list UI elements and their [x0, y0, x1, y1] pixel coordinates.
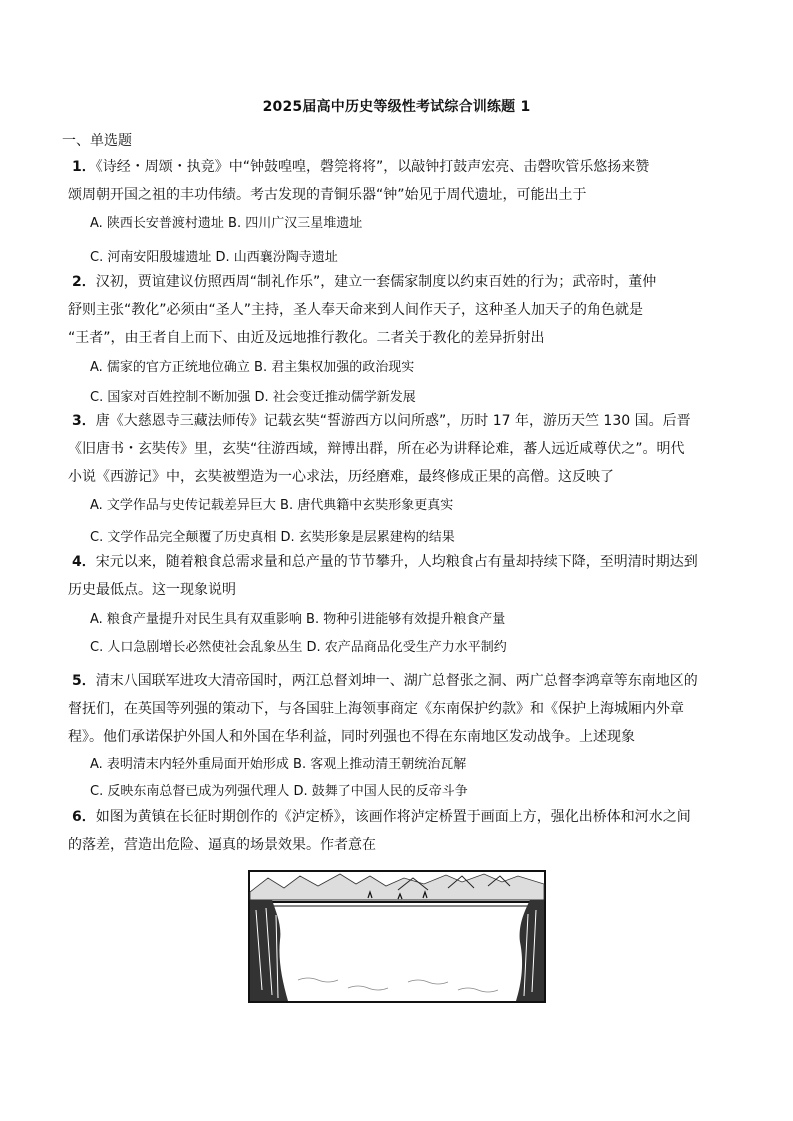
question-line: 6．如图为黄镇在长征时期创作的《泸定桥》，该画作将泸定桥置于画面上方，强化出桥体和河水之间	[72, 809, 691, 825]
page-title: 2025届高中历史等级性考试综合训练题 1	[262, 99, 531, 115]
question-5	[68, 667, 732, 751]
question-line: 历史最低点。这一现象说明	[68, 582, 236, 598]
question-3-options-cd: C. 文学作品完全颠覆了历史真相 D. 玄奘形象是层累建构的结果	[90, 530, 455, 545]
question-5-options-ab: A. 表明清末内轻外重局面开始形成 B. 客观上推动清王朝统治瓦解	[90, 757, 467, 772]
question-number: 2．	[72, 274, 96, 290]
question-number: 6．	[72, 809, 96, 825]
question-5-options-cd: C. 反映东南总督已成为列强代理人 D. 鼓舞了中国人民的反帝斗争	[90, 784, 468, 799]
question-number: 4．	[72, 554, 96, 570]
question-6	[68, 803, 732, 859]
question-2	[68, 268, 732, 352]
question-line: 4．宋元以来，随着粮食总需求量和总产量的节节攀升，人均粮食占有量却持续下降，至明清时期达到	[72, 554, 698, 570]
question-1	[68, 153, 732, 209]
question-3	[68, 407, 732, 491]
question-line: 3．唐《大慈恩寺三藏法师传》记载玄奘“誓游西方以问所惑”，历时 17 年，游历天竺 130 国。后晋	[72, 413, 691, 429]
question-line: 1．《诗经・周颂・执竞》中“钟鼓喤喤，磬筦将将”，以敲钟打鼓声宏亮、击磬吹管乐悠扬来赞	[72, 159, 650, 175]
question-2-options-ab: A. 儒家的官方正统地位确立 B. 君主集权加强的政治现实	[90, 360, 415, 375]
section-heading: 一、单选题	[62, 133, 132, 149]
question-line: 程》。他们承诺保护外国人和外国在华利益，同时列强也不得在东南地区发动战争。上述现象	[68, 729, 635, 745]
question-line: 舒则主张“教化”必须由“圣人”主持，圣人奉天命来到人间作天子，这种圣人加天子的角色就是	[68, 302, 644, 318]
luding-bridge-illustration	[248, 870, 546, 1003]
question-2-options-cd: C. 国家对百姓控制不断加强 D. 社会变迁推动儒学新发展	[90, 390, 416, 405]
question-4-options-cd: C. 人口急剧增长必然使社会乱象丛生 D. 农产品商品化受生产力水平制约	[90, 640, 507, 655]
question-line: 督抚们，在英国等列强的策动下，与各国驻上海领事商定《东南保护约款》和《保护上海城厢内外章	[68, 701, 684, 717]
question-line: “王者”，由王者自上而下、由近及远地推行教化。二者关于教化的差异折射出	[68, 330, 545, 346]
question-line: 颂周朝开国之祖的丰功伟绩。考古发现的青铜乐器“钟”始见于周代遗址，可能出土于	[68, 187, 587, 203]
question-number: 3．	[72, 413, 96, 429]
question-1-options-ab: A. 陕西长安普渡村遗址 B. 四川广汉三星堆遗址	[90, 216, 363, 231]
question-number: 5．	[72, 673, 96, 689]
question-line: 的落差，营造出危险、逼真的场景效果。作者意在	[68, 837, 376, 853]
question-3-options-ab: A. 文学作品与史传记载差异巨大 B. 唐代典籍中玄奘形象更真实	[90, 498, 454, 513]
question-4-options-ab: A. 粮食产量提升对民生具有双重影响 B. 物种引进能够有效提升粮食产量	[90, 612, 506, 627]
question-1-options-cd: C. 河南安阳殷墟遗址 D. 山西襄汾陶寺遗址	[90, 250, 338, 265]
question-line: 小说《西游记》中，玄奘被塑造为一心求法，历经磨难，最终修成正果的高僧。这反映了	[68, 469, 614, 485]
question-line: 5．清末八国联军进攻大清帝国时，两江总督刘坤一、湖广总督张之洞、两广总督李鸿章等东南地区的	[72, 673, 698, 689]
question-4	[68, 548, 732, 604]
question-number: 1．	[72, 159, 96, 175]
question-line: 2．汉初，贾谊建议仿照西周“制礼作乐”，建立一套儒家制度以约束百姓的行为；武帝时，董仲	[72, 274, 657, 290]
question-line: 《旧唐书・玄奘传》里，玄奘“往游西域，辩博出群，所在必为讲释论难，蕃人远近咸尊伏之”。明代	[68, 441, 685, 457]
